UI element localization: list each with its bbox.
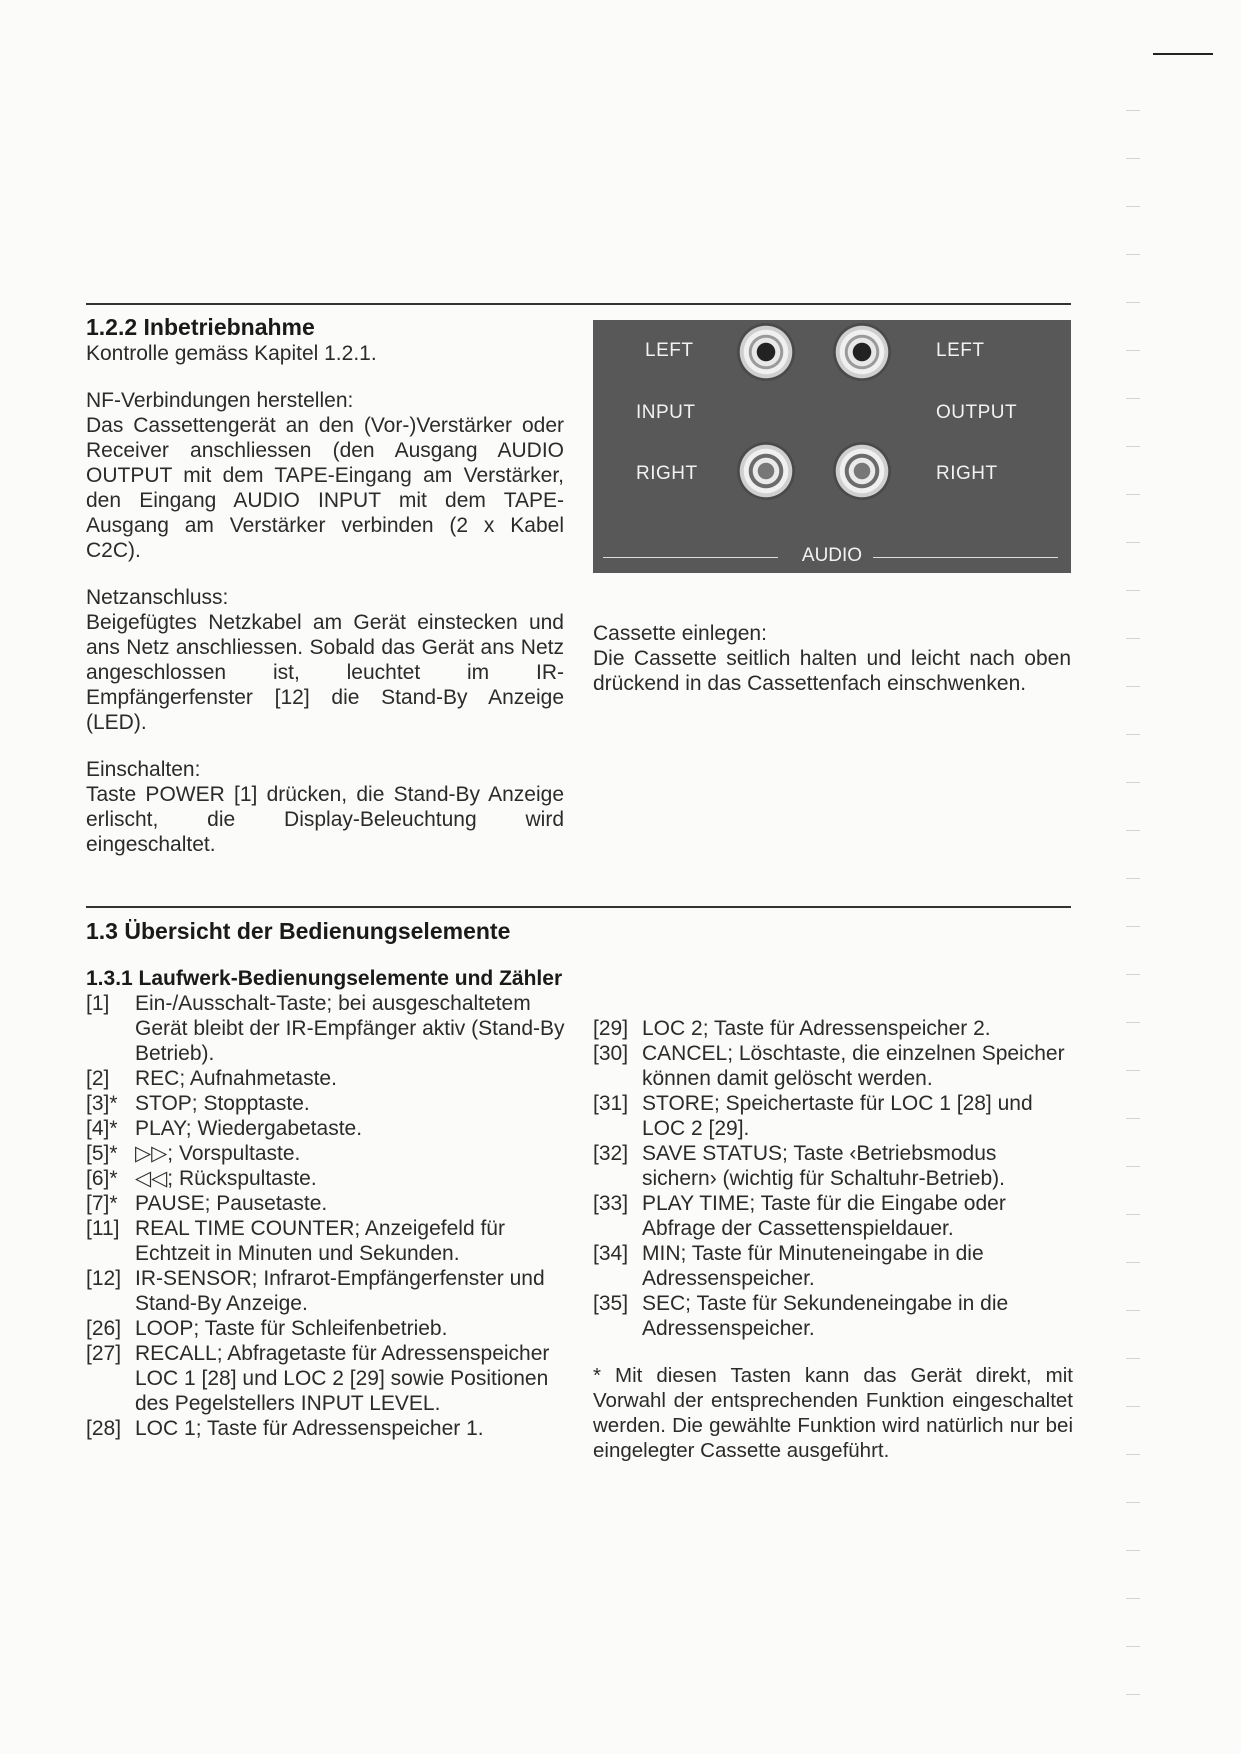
item-number: [34] (593, 1242, 629, 1265)
controls-list-right (593, 1016, 1073, 1341)
margin-tick (1126, 350, 1140, 351)
margin-tick (1126, 494, 1140, 495)
list-item (593, 1191, 1073, 1241)
input-right-jack (737, 442, 795, 500)
margin-tick (1126, 302, 1140, 303)
margin-tick (1126, 926, 1140, 927)
list-item (86, 1091, 566, 1116)
item-number: [32] (593, 1142, 629, 1165)
margin-tick (1126, 1502, 1140, 1503)
margin-tick (1126, 1022, 1140, 1023)
section-131-heading: 1.3.1 Laufwerk-Bedienungselemente und Zähler (86, 967, 563, 990)
list-item (593, 1041, 1073, 1091)
margin-tick (1126, 110, 1140, 111)
item-number: [12] (86, 1267, 122, 1290)
item-text: PAUSE; Pausetaste. (135, 1192, 328, 1215)
item-text: SEC; Taste für Sekundeneingabe in die Adressenspeicher. (642, 1292, 1009, 1340)
margin-tick (1126, 1070, 1140, 1071)
list-item (593, 1091, 1073, 1141)
cassette-title: Cassette einlegen: (593, 622, 767, 645)
item-text: LOC 1; Taste für Adressenspeicher 1. (135, 1417, 484, 1440)
net-title: Netzanschluss: (86, 586, 229, 609)
list-item (86, 1141, 566, 1166)
margin-tick (1126, 590, 1140, 591)
section-13-heading: 1.3 Übersicht der Bedienungselemente (86, 918, 511, 944)
list-item (593, 1016, 1073, 1041)
list-item (593, 1241, 1073, 1291)
margin-tick (1126, 1406, 1140, 1407)
item-text: IR-SENSOR; Infrarot-Empfängerfenster und Stand-By Anzeige. (135, 1267, 545, 1315)
section-rule-middle (86, 906, 1071, 908)
input-left-jack (737, 323, 795, 381)
cassette-text: Die Cassette seitlich halten und leicht nach oben drückend in das Cassettenfach einschwenken. (593, 647, 1071, 695)
list-item (86, 1316, 566, 1341)
item-number: [26] (86, 1317, 122, 1340)
item-text: CANCEL; Löschtaste, die einzelnen Speicher können damit gelöscht werden. (642, 1042, 1065, 1090)
list-item (593, 1291, 1073, 1341)
panel-label-right-output: RIGHT (936, 463, 998, 484)
audio-connector-panel (593, 320, 1071, 573)
margin-tick (1126, 206, 1140, 207)
margin-tick (1126, 1166, 1140, 1167)
nf-title: NF-Verbindungen herstellen: (86, 389, 354, 412)
corner-mark (1153, 53, 1213, 55)
margin-tick (1126, 1454, 1140, 1455)
on-text: Taste POWER [1] drücken, die Stand-By Anzeige erlischt, die Display-Beleuchtung wird eingeschaltet. (86, 783, 564, 856)
margin-tick (1126, 878, 1140, 879)
item-text: LOC 2; Taste für Adressenspeicher 2. (642, 1017, 991, 1040)
list-item (86, 1166, 566, 1191)
item-number: [33] (593, 1192, 629, 1215)
section-13-right (593, 1016, 1073, 1463)
panel-label-left-input: LEFT (645, 340, 694, 361)
item-text: PLAY TIME; Taste für die Eingabe oder Abfrage der Cassettenspieldauer. (642, 1192, 1006, 1240)
margin-tick (1126, 1358, 1140, 1359)
list-item (86, 1216, 566, 1266)
item-number: [31] (593, 1092, 629, 1115)
section-122-left (86, 314, 564, 857)
item-text: REC; Aufnahmetaste. (135, 1067, 337, 1090)
margin-tick (1126, 398, 1140, 399)
list-item (86, 1066, 566, 1091)
item-number: [7]* (86, 1192, 118, 1215)
panel-label-input: INPUT (636, 402, 696, 423)
panel-label-right-input: RIGHT (636, 463, 698, 484)
item-number: [1] (86, 992, 110, 1015)
margin-tick (1126, 1310, 1140, 1311)
item-text: Ein-/Ausschalt-Taste; bei ausgeschaltetem Gerät bleibt der IR-Empfänger aktiv (Stand-By Betrieb). (135, 992, 565, 1065)
cassette-section (593, 621, 1071, 696)
item-number: [3]* (86, 1092, 118, 1115)
margin-tick (1126, 1694, 1140, 1695)
controls-list-left (86, 991, 566, 1441)
item-text: REAL TIME COUNTER; Anzeigefeld für Echtzeit in Minuten und Sekunden. (135, 1217, 505, 1265)
item-number: [27] (86, 1342, 122, 1365)
item-number: [30] (593, 1042, 629, 1065)
footnote: * Mit diesen Tasten kann das Gerät direkt, mit Vorwahl der entsprechenden Funktion eingeschaltet werden. Die gewählte Funktion wird natürlich nur bei eingelegter Cassette ausgeführt. (593, 1364, 1073, 1462)
list-item (86, 1266, 566, 1316)
panel-label-left-output: LEFT (936, 340, 985, 361)
margin-tick (1126, 830, 1140, 831)
margin-tick (1126, 254, 1140, 255)
item-text: PLAY; Wiedergabetaste. (135, 1117, 363, 1140)
list-item (86, 1191, 566, 1216)
list-item (86, 1341, 566, 1416)
margin-tick (1126, 638, 1140, 639)
nf-text: Das Cassettengerät an den (Vor-)Verstärker oder Receiver anschliessen (den Ausgang AUDIO OUTPUT mit dem TAPE-Eingang am Verstärker, den Eingang AUDIO INPUT mit dem TAPE-Ausgang am Verstärker verbinden (2 x Kabel C2C). (86, 414, 564, 562)
item-number: [11] (86, 1217, 120, 1240)
on-title: Einschalten: (86, 758, 201, 781)
section-rule-top (86, 303, 1071, 305)
margin-tick (1126, 1598, 1140, 1599)
list-item (86, 1116, 566, 1141)
item-text: STOP; Stopptaste. (135, 1092, 310, 1115)
item-text: ▷▷; Vorspultaste. (135, 1142, 301, 1165)
net-text: Beigefügtes Netzkabel am Gerät einstecken und ans Netz anschliessen. Sobald das Gerät ans Netz angeschlossen ist, leuchtet im IR-Empfängerfenster [12] die Stand-By Anzeige (LED). (86, 611, 564, 734)
margin-tick (1126, 158, 1140, 159)
margin-tick (1126, 446, 1140, 447)
panel-label-audio: AUDIO (801, 545, 863, 566)
item-number: [2] (86, 1067, 110, 1090)
item-number: [6]* (86, 1167, 118, 1190)
margin-tick (1126, 1646, 1140, 1647)
item-text: STORE; Speichertaste für LOC 1 [28] und LOC 2 [29]. (642, 1092, 1033, 1140)
margin-tick (1126, 1262, 1140, 1263)
margin-tick (1126, 1118, 1140, 1119)
item-number: [28] (86, 1417, 122, 1440)
item-text: MIN; Taste für Minuteneingabe in die Adressenspeicher. (642, 1242, 984, 1290)
item-text: ◁◁; Rückspultaste. (135, 1167, 317, 1190)
item-number: [35] (593, 1292, 629, 1315)
list-item (86, 1416, 566, 1441)
item-number: [5]* (86, 1142, 118, 1165)
list-item (593, 1141, 1073, 1191)
item-text: SAVE STATUS; Taste ‹Betriebsmodus sichern› (wichtig für Schaltuhr-Betrieb). (642, 1142, 1005, 1190)
item-number: [29] (593, 1017, 629, 1040)
margin-tick (1126, 686, 1140, 687)
margin-tick (1126, 1550, 1140, 1551)
margin-tick (1126, 782, 1140, 783)
section-122-heading: 1.2.2 Inbetriebnahme (86, 314, 315, 340)
section-13-left (86, 918, 566, 1441)
margin-tick (1126, 734, 1140, 735)
output-left-jack (833, 323, 891, 381)
margin-tick (1126, 974, 1140, 975)
margin-tick (1126, 542, 1140, 543)
panel-label-output: OUTPUT (936, 402, 1018, 423)
item-text: LOOP; Taste für Schleifenbetrieb. (135, 1317, 448, 1340)
output-right-jack (833, 442, 891, 500)
item-text: RECALL; Abfragetaste für Adressenspeicher LOC 1 [28] und LOC 2 [29] sowie Positionen des Pegelstellers INPUT LEVEL. (135, 1342, 550, 1415)
list-item (86, 991, 566, 1066)
item-number: [4]* (86, 1117, 118, 1140)
section-122-intro: Kontrolle gemäss Kapitel 1.2.1. (86, 342, 377, 365)
margin-tick (1126, 1214, 1140, 1215)
